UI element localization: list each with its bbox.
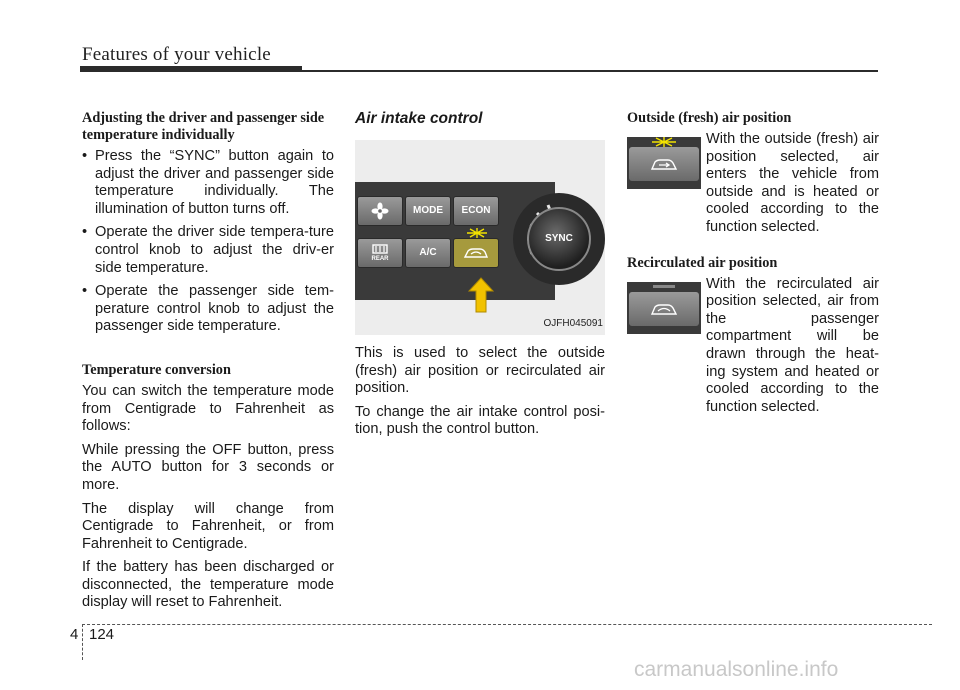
fan-button: [357, 196, 403, 226]
bullet-list: [82, 148, 334, 336]
page-number: 124: [89, 626, 115, 643]
footer-vertical-rule: [82, 624, 83, 660]
section-heading-individual-temp: Adjusting the driver and passenger side temperature individually: [82, 110, 325, 143]
bullet-item: • Operate the driver side tempera-ture control knob to adjust the driv-er side temperature.: [82, 224, 334, 277]
paragraph: While pressing the OFF button, press the AUTO button for 3 seconds or more.: [82, 441, 334, 493]
paragraph: This is used to select the outside (fresh) air position or recirculated air position.: [355, 345, 605, 397]
paragraph: If the battery has been discharged or disconnected, the temperature mode display will reset to Fahrenheit.: [82, 559, 334, 611]
section-heading-recirculated-air: Recirculated air position: [627, 254, 778, 271]
indicator-off: [653, 285, 675, 288]
recirculated-air-mode-button: [629, 292, 699, 326]
recirculated-air-block: [627, 276, 879, 417]
rear-defrost-button: [357, 238, 403, 268]
up-arrow-icon: [468, 277, 494, 313]
section-heading-temp-conversion: Temperature conversion: [82, 361, 231, 378]
chapter-number: 4: [70, 626, 79, 643]
recirculation-icon: [650, 302, 678, 316]
section-heading-fresh-air: Outside (fresh) air position: [627, 110, 792, 126]
column-2: [355, 110, 605, 445]
page-header-title: Features of your vehicle: [82, 44, 271, 65]
bullet-item: • Operate the passenger side tem-perature control knob to adjust the passenger side temperature.: [82, 283, 334, 336]
fresh-air-mode-button: [629, 147, 699, 181]
air-intake-button: [453, 238, 499, 268]
fresh-air-icon: [650, 157, 678, 171]
header-rule-thin: [300, 70, 878, 72]
fresh-air-button-image: [627, 137, 701, 189]
header-rule-thick: [80, 66, 302, 72]
column-1: [82, 110, 334, 618]
fan-icon: [371, 202, 389, 220]
rear-label: REAR: [371, 255, 389, 262]
recirculated-air-button-image: [627, 282, 701, 334]
paragraph: The display will change from Centigrade to Fahrenheit, or from Fahrenheit to Centigrade.: [82, 500, 334, 552]
indicator-glow-icon: [649, 137, 679, 147]
paragraph: You can switch the temperature mode from Centigrade to Fahrenheit as follows:: [82, 382, 334, 435]
climate-panel-figure: [355, 140, 605, 335]
rear-defrost-icon: [372, 244, 388, 256]
mode-button: MODE: [405, 196, 451, 226]
ac-button: A/C: [405, 238, 451, 268]
recirculation-icon: [463, 247, 489, 259]
paragraph-recirculated-air: With the recirculated air position selected, air from the passenger compartment will be drawn through the heat-ing system and heated or cooled according to the function selected.: [706, 275, 879, 415]
paragraph: To change the air intake control posi-tion, push the control button.: [355, 403, 605, 438]
column-3: [627, 110, 879, 422]
sync-knob: SYNC: [527, 207, 591, 271]
figure-code: OJFH045091: [543, 318, 603, 330]
paragraph-fresh-air: With the outside (fresh) air position selected, air enters the vehicle from outside and is heated or cooled according to the function selected.: [706, 131, 879, 235]
footer-rule: [82, 624, 932, 625]
watermark: carmanualsonline.info: [634, 658, 839, 681]
fresh-air-block: [627, 131, 879, 237]
bullet-item: • Press the “SYNC” button again to adjust the driver and passenger side temperature individually. The illumination of button turns off.: [82, 148, 334, 218]
econ-button: ECON: [453, 196, 499, 226]
indicator-glow-icon: [465, 228, 489, 238]
section-heading-air-intake: Air intake control: [355, 110, 483, 127]
